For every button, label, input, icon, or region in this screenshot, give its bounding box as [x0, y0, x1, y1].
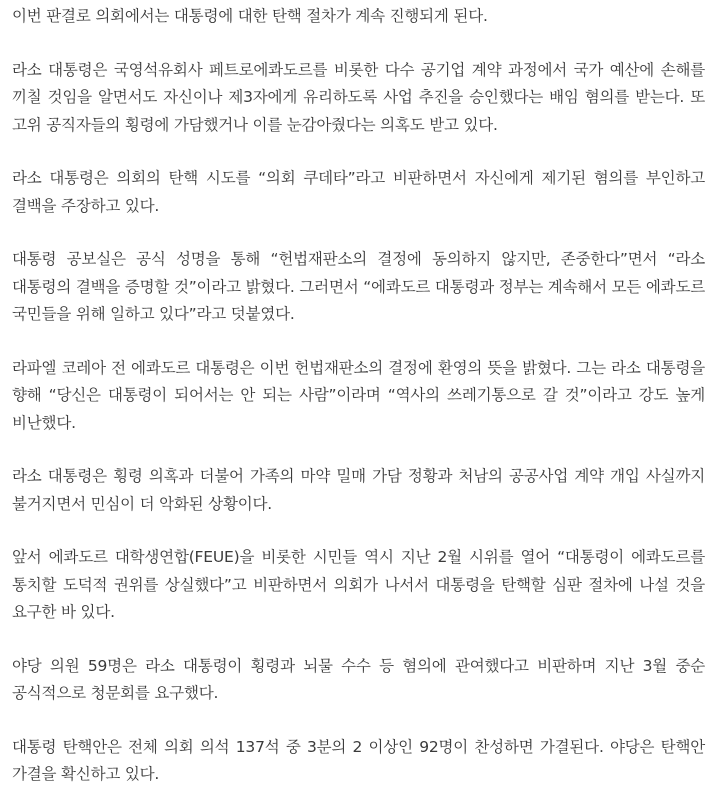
paragraph-correa-reaction: 라파엘 코레아 전 에콰도르 대통령은 이번 헌법재판소의 결정에 환영의 뜻을 밝혔다. 그는 라소 대통령을 향해 “당신은 대통령이 되어서는 안 되는 사람”이라며 “역사의 쓰레기통으로 갈 것”이라고 강도 높게 비난했다. [12, 358, 705, 432]
paragraph-student-protests: 앞서 에콰도르 대학생연합(FEUE)을 비롯한 시민들 역시 지난 2월 시위를 열어 “대통령이 에콰도르를 통치할 도덕적 권위를 상실했다”고 비판하면서 의회가 나서서 대통령을 탄핵할 심판 절차에 나설 것을 요구한 바 있다. [12, 548, 705, 621]
paragraph-press-office-statement: 대통령 공보실은 공식 성명을 통해 “헌법재판소의 결정에 동의하지 않지만, 존중한다”면서 “라소 대통령의 결백을 증명할 것”이라고 밝혔다. 그러면서 “에콰도르 대통령과 정부는 계속해서 모든 에콰도르 국민들을 위해 일하고 있다”라고 덧붙였다. [12, 250, 705, 323]
paragraph-impeachment-continues: 이번 판결로 의회에서는 대통령에 대한 탄핵 절차가 계속 진행되게 된다. [12, 7, 488, 25]
paragraph-opposition-hearing: 야당 의원 59명은 라소 대통령이 횡령과 뇌물 수수 등 혐의에 관여했다고 비판하며 지난 3월 중순 공식적으로 청문회를 요구했다. [12, 656, 705, 702]
paragraph-public-sentiment: 라소 대통령은 횡령 의혹과 더불어 가족의 마약 밀매 가담 정황과 처남의 공공사업 계약 개입 사실까지 불거지면서 민심이 더 악화된 상황이다. [12, 467, 705, 513]
paragraph-president-denial: 라소 대통령은 의회의 탄핵 시도를 “의회 쿠데타”라고 비판하면서 자신에게 제기된 혐의를 부인하고 결백을 주장하고 있다. [12, 169, 705, 215]
paragraph-vote-threshold: 대통령 탄핵안은 전체 의회 의석 137석 중 3분의 2 이상인 92명이 찬성하면 가결된다. 야당은 탄핵안 가결을 확신하고 있다. [12, 737, 705, 783]
paragraph-breach-of-trust-allegation: 라소 대통령은 국영석유회사 페트로에콰도르를 비롯한 다수 공기업 계약 과정에서 국가 예산에 손해를 끼칠 것임을 알면서도 자신이나 제3자에게 유리하도록 사업 추진을 승인했다는 배임 혐의를 받는다. 또 고위 공직자들의 횡령에 가담했거나 이를 눈감아줬다는 의혹도 받고 있다. [12, 60, 705, 134]
